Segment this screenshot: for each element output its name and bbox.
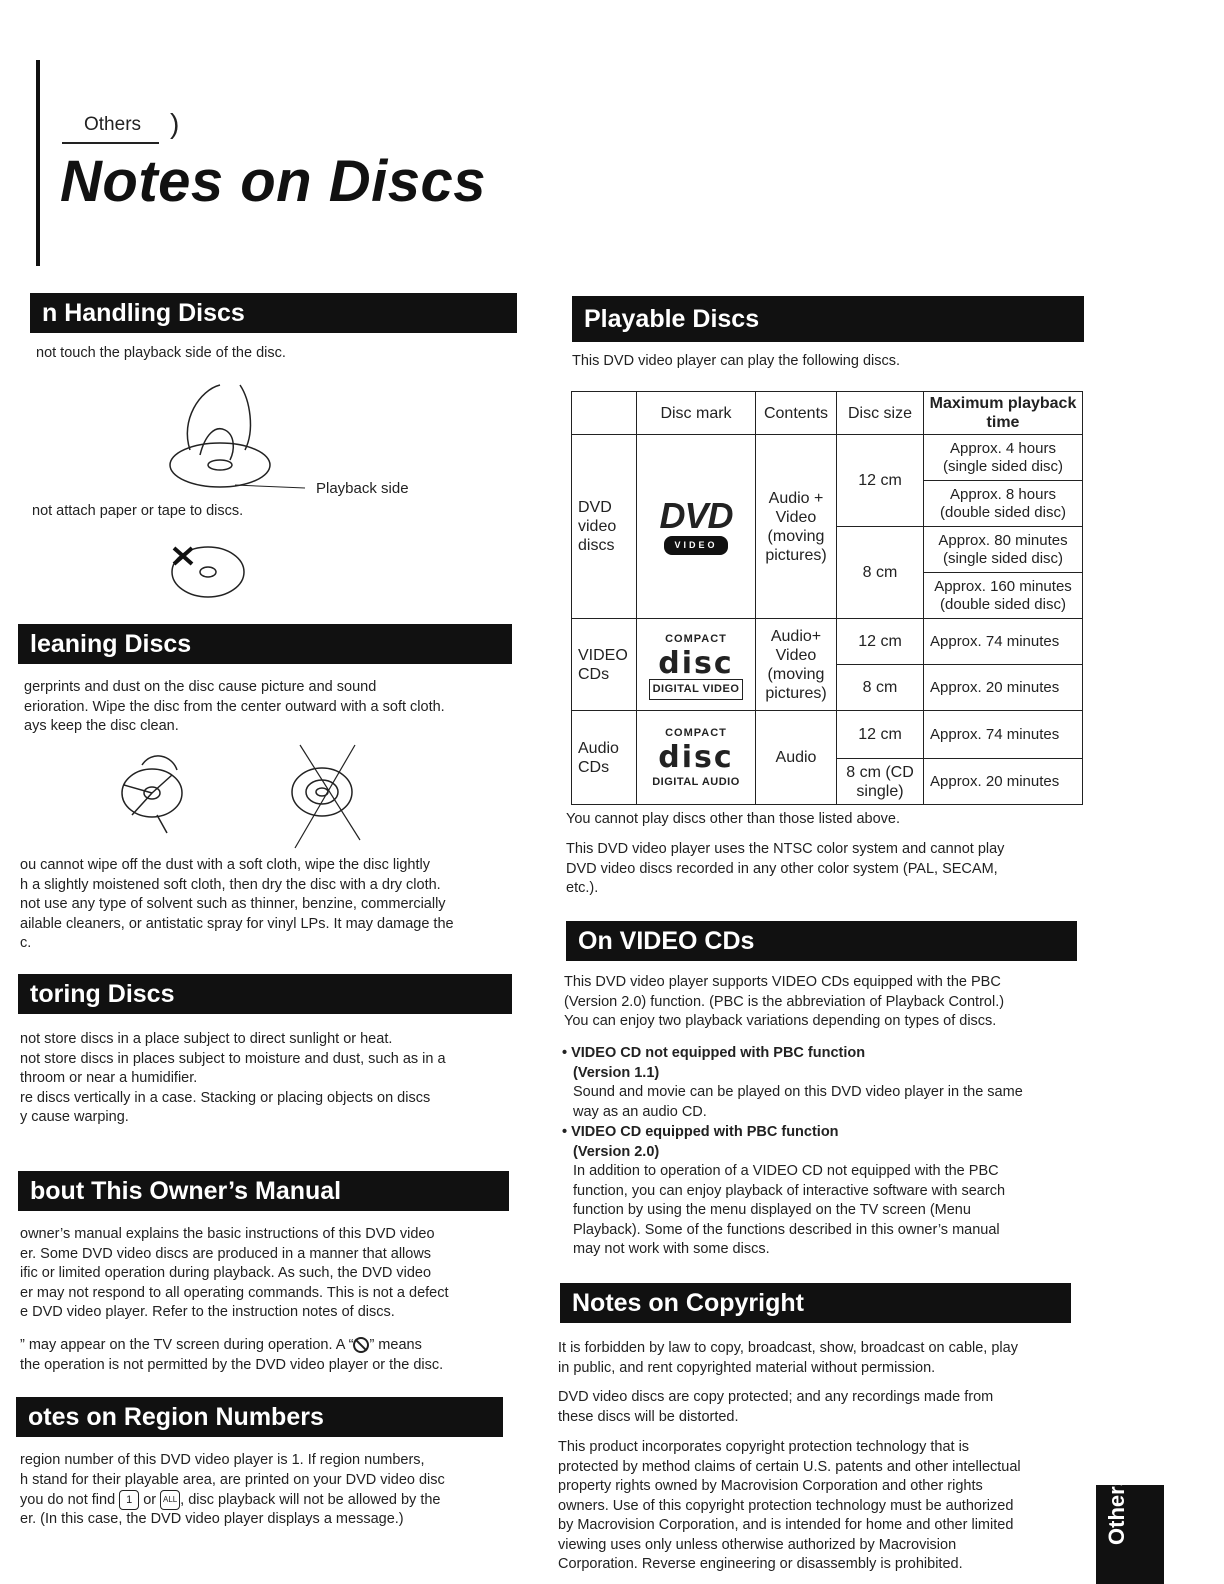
acd-contents: Audio xyxy=(756,711,837,805)
acd-size-8: 8 cm (CD single) xyxy=(837,759,924,805)
col-disc-mark: Disc mark xyxy=(637,392,756,435)
col-disc-size: Disc size xyxy=(837,392,924,435)
dvd-size-8: 8 cm xyxy=(837,527,924,619)
breadcrumb-paren: ) xyxy=(170,108,180,139)
cleaning-text-2: ou cannot wipe off the dust with a soft cloth, wipe the disc lightly h a slightly moistened soft cloth, then dry the disc with a dry cloth. not use any type of solvent such as thinner, benzine, commercially ailable cleaners, or antistatic spray for vinyl LPs. It may damage the c. xyxy=(20,857,454,951)
side-tab-label: Others xyxy=(1104,1474,1129,1545)
dvd-video-logo: DVD VIDEO xyxy=(637,435,756,619)
copyright-p3: This product incorporates copyright protection technology that is protected by method claims of certain U.S. patents and other intellectual property rights owned by Macrovision Corporation and other rights owners. Use of this copyright protection technology must be authorized by Macrovision Corporation, and is intended for home and other limited viewing uses only unless otherwise authorized by Macrovision Corporation. Reverse engineering or disassembly is prohibited. xyxy=(558,1439,1021,1572)
section-side-tab xyxy=(1096,1474,1164,1584)
col-max-time: Maximum playback time xyxy=(924,392,1083,435)
title-rule xyxy=(36,60,40,266)
handling-text-1: not touch the playback side of the disc. xyxy=(36,345,286,361)
dvd-time-8-single: Approx. 80 minutes (single sided disc) xyxy=(924,527,1083,573)
vcd-size-12: 12 cm xyxy=(837,619,924,665)
copyright-p1: It is forbidden by law to copy, broadcast, show, broadcast on cable, play in public, and rent copyrighted material without permission. xyxy=(558,1340,1018,1376)
col-contents: Contents xyxy=(756,392,837,435)
storing-heading: toring Discs xyxy=(18,974,512,1014)
region-text: region number of this DVD video player is 1. If region numbers, h stand for their playable area, are printed on your DVD video disc you do not find 1 or ALL , disc playback will not be allowed by the er. (In this case, the DVD video player displays a message.) xyxy=(20,1452,445,1528)
vcd-size-8: 8 cm xyxy=(837,665,924,711)
acd-time-12: Approx. 74 minutes xyxy=(924,711,1083,759)
wipe-circular-wrong-illustration xyxy=(280,740,370,850)
playable-note-1: You cannot play discs other than those listed above. xyxy=(566,811,900,827)
playable-note-2: This DVD video player uses the NTSC color system and cannot play DVD video discs recorded in any other color system (PAL, SECAM, etc.). xyxy=(566,841,1005,896)
breadcrumb: Others xyxy=(62,114,159,144)
manual-heading: bout This Owner’s Manual xyxy=(18,1171,509,1211)
storing-text: not store discs in a place subject to direct sunlight or heat. not store discs in places subject to moisture and dust, such as in a throom or near a humidifier. re discs vertically in a case. Stacking or placing objects on discs y cause warping. xyxy=(20,1031,446,1125)
dvd-size-12: 12 cm xyxy=(837,435,924,527)
handling-text-2: not attach paper or tape to discs. xyxy=(32,503,244,519)
handling-heading: n Handling Discs xyxy=(30,293,517,333)
vcd-bullet-2: • VIDEO CD equipped with PBC function (Version 2.0) In addition to operation of a VIDEO CD not equipped with the PBC function, you can enjoy playback of interactive software with search function by using the menu displayed on the TV screen (Menu Playback). Some of the functions described in this owner’s manual may not work with some discs. xyxy=(562,1124,1006,1257)
row-acd-label: Audio CDs xyxy=(572,711,637,805)
row-dvd-label: DVD video discs xyxy=(572,435,637,619)
wipe-outward-correct-illustration xyxy=(112,745,202,835)
vcd-intro: This DVD video player supports VIDEO CDs equipped with the PBC (Version 2.0) function. (PBC is the abbreviation of Playback Control.) You can enjoy two playback variations depending on types of discs. xyxy=(564,974,1005,1029)
vcd-bullet-1: • VIDEO CD not equipped with PBC function (Version 1.1) Sound and movie can be played on this DVD video player in the same way as an audio CD. xyxy=(562,1045,1023,1120)
playback-side-label: Playback side xyxy=(316,480,409,497)
dvd-time-12-double: Approx. 8 hours (double sided disc) xyxy=(924,481,1083,527)
playable-discs-table xyxy=(571,391,1083,805)
acd-time-8: Approx. 20 minutes xyxy=(924,759,1083,805)
region-all-icon: ALL xyxy=(160,1490,180,1510)
playable-heading: Playable Discs xyxy=(572,296,1084,342)
region-1-icon: 1 xyxy=(119,1490,139,1510)
acd-size-12: 12 cm xyxy=(837,711,924,759)
manual-text: owner’s manual explains the basic instructions of this DVD video er. Some DVD video discs are produced in a manner that allows ific or limited operation during playback. As such, the DVD video er may not respond to all operating commands. This is not a defect e DVD video player. Refer to the instruction notes of discs. xyxy=(20,1226,449,1320)
copyright-heading: Notes on Copyright xyxy=(560,1283,1071,1323)
vcd-time-8: Approx. 20 minutes xyxy=(924,665,1083,711)
vcd-heading: On VIDEO CDs xyxy=(566,921,1077,961)
cleaning-text-1: gerprints and dust on the disc cause picture and sound erioration. Wipe the disc from the center outward with a soft cloth. ays keep the disc clean. xyxy=(24,679,445,734)
row-vcd-label: VIDEO CDs xyxy=(572,619,637,711)
compact-disc-digital-audio-logo: COMPACT disc DIGITAL AUDIO xyxy=(637,711,756,805)
manual-prohibited-line: ” may appear on the TV screen during operation. A “ ” means the operation is not permitted by the DVD video player or the disc. xyxy=(20,1337,444,1373)
copyright-p2: DVD video discs are copy protected; and any recordings made from these discs will be distorted. xyxy=(558,1389,994,1425)
page-title: Notes on Discs xyxy=(60,149,486,214)
disc-with-tape-crossed-illustration xyxy=(166,540,248,600)
cleaning-heading: leaning Discs xyxy=(18,624,512,664)
hand-holding-disc-illustration xyxy=(160,380,310,500)
vcd-contents: Audio+ Video (moving pictures) xyxy=(756,619,837,711)
dvd-time-12-single: Approx. 4 hours (single sided disc) xyxy=(924,435,1083,481)
dvd-contents: Audio + Video (moving pictures) xyxy=(756,435,837,619)
playable-intro: This DVD video player can play the following discs. xyxy=(572,353,901,369)
compact-disc-digital-video-logo: COMPACT disc DIGITAL VIDEO xyxy=(637,619,756,711)
dvd-time-8-double: Approx. 160 minutes (double sided disc) xyxy=(924,573,1083,619)
prohibited-icon xyxy=(353,1337,369,1353)
vcd-time-12: Approx. 74 minutes xyxy=(924,619,1083,665)
region-heading: otes on Region Numbers xyxy=(16,1397,503,1437)
